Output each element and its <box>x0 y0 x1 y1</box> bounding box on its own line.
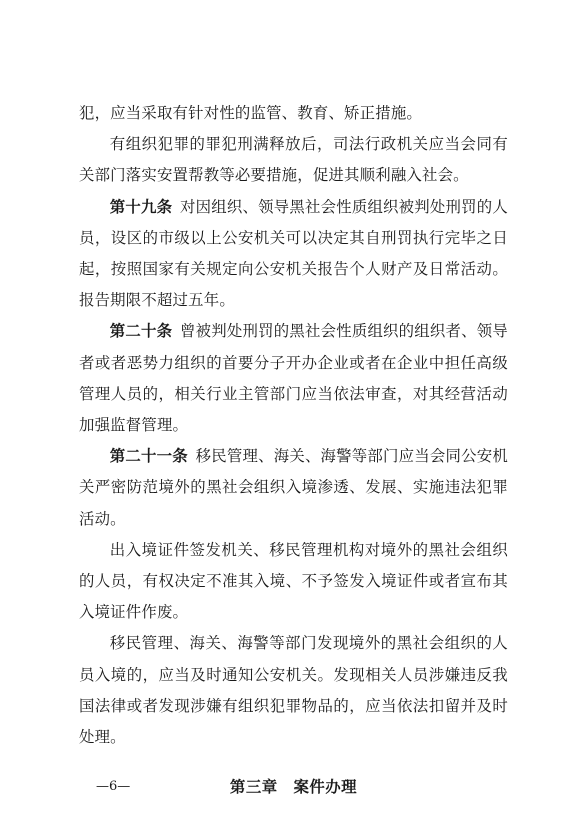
paragraph-text: 对因组织、领导黑社会性质组织被判处刑罚的人员，设区的市级以上公安机关可以决定其自刑罚执行完毕之日起，按照国家有关规定向公安机关报告个人财产及日常活动。报告期限不超过五年。 <box>79 197 508 310</box>
paragraph-text: 有组织犯罪的罪犯刑满释放后，司法行政机关应当会同有关部门落实安置帮教等必要措施，促进其顺利融入社会。 <box>79 135 508 185</box>
article-paragraph <box>79 441 508 535</box>
article-number: 第十九条 <box>109 197 173 216</box>
body-paragraph <box>79 535 508 629</box>
paragraph-text: 移民管理、海关、海警等部门应当会同公安机关严密防范境外的黑社会组织入境渗透、发展、实施违法犯罪活动。 <box>79 447 508 528</box>
body-paragraph <box>79 98 508 129</box>
page-number: —6— <box>96 779 131 794</box>
chapter-heading: 第三章 案件办理 <box>229 778 358 797</box>
body-paragraph <box>79 129 508 191</box>
article-paragraph <box>79 192 508 317</box>
article-number: 第二十条 <box>109 322 173 341</box>
paragraph-text: 移民管理、海关、海警等部门发现境外的黑社会组织的人员入境的，应当及时通知公安机关。发现相关人员涉嫌违反我国法律或者发现涉嫌有组织犯罪物品的，应当依法扣留并及时处理。 <box>79 634 508 747</box>
article-paragraph <box>79 316 508 441</box>
paragraph-text: 出入境证件签发机关、移民管理机构对境外的黑社会组织的人员，有权决定不准其入境、不予签发入境证件或者宣布其入境证件作废。 <box>79 540 508 622</box>
document-body <box>79 98 508 753</box>
paragraph-text: 犯，应当采取有针对性的监管、教育、矫正措施。 <box>79 104 422 122</box>
paragraph-text: 曾被判处刑罚的黑社会性质组织的组织者、领导者或者恶势力组织的首要分子开办企业或者在企业中担任高级管理人员的，相关行业主管部门应当依法审查，对其经营活动加强监督管理。 <box>79 322 508 435</box>
body-paragraph <box>79 628 508 753</box>
article-number: 第二十一条 <box>109 447 188 466</box>
